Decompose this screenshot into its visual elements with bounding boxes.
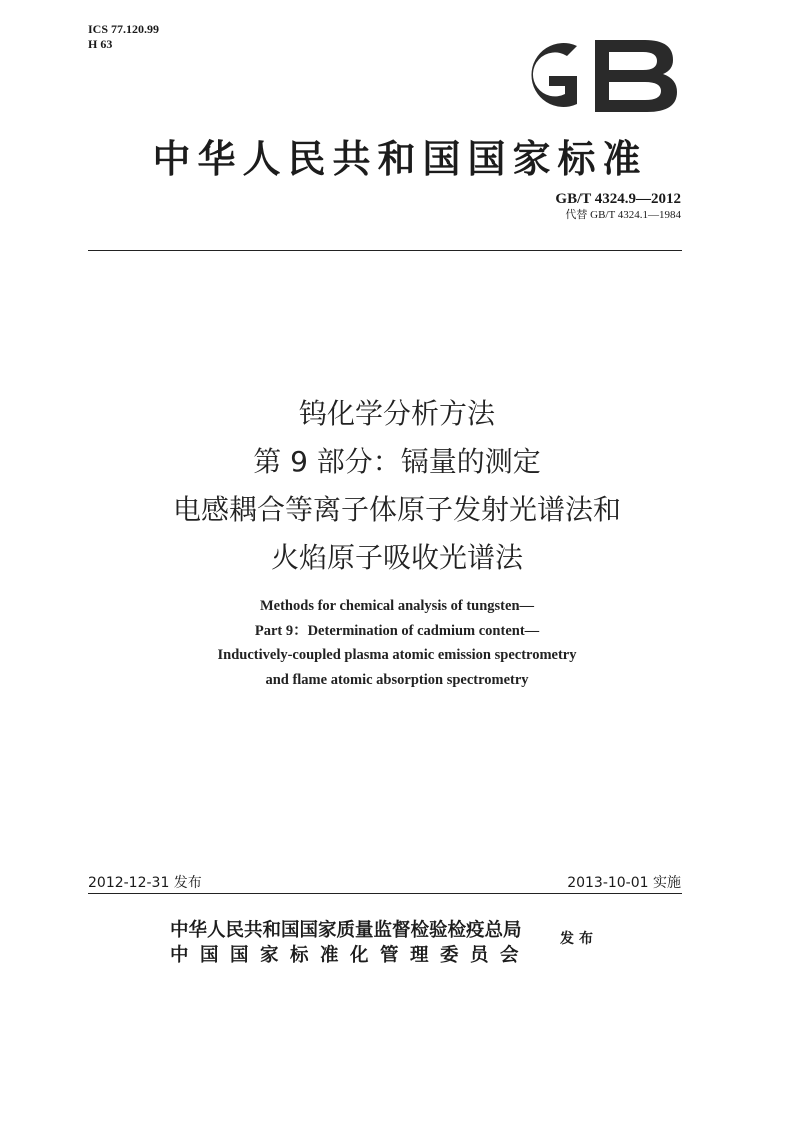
english-title-line: Part 9：Determination of cadmium content— [254, 622, 540, 639]
issuing-authorities [170, 918, 530, 968]
gb-logo-graphic [497, 32, 687, 118]
chinese-title-line: 第 9 部分：镉量的测定 [253, 445, 541, 478]
chinese-title-line: 火焰原子吸收光谱法 [270, 541, 523, 574]
english-title [0, 594, 794, 692]
ics-classification [88, 22, 159, 52]
issuer-aqsiq: 中华人民共和国国家质量监督检验检疫总局 [170, 920, 522, 941]
implementation-date: 2013-10-01 实施 [567, 875, 681, 891]
chinese-title [0, 390, 794, 582]
english-title-line: Methods for chemical analysis of tungsten— [259, 598, 535, 614]
gb-logo [497, 32, 687, 118]
standard-title: 中华人民共和国国家标准 [152, 136, 648, 181]
english-title-line: and flame atomic absorption spectrometry [265, 671, 529, 688]
issuer-sac: 中国国家标准化管理委员会 [170, 945, 531, 966]
chinese-title-line: 电感耦合等离子体原子发射光谱法和 [172, 493, 621, 526]
english-title-line: Inductively-coupled plasma atomic emission spectrometry [217, 647, 577, 663]
footer-divider [88, 893, 682, 894]
header-divider [88, 250, 682, 251]
ccs-code: H 63 [88, 37, 113, 51]
issue-date: 2012-12-31 发布 [88, 875, 202, 891]
standard-number: GB/T 4324.9—2012 [555, 191, 681, 207]
chinese-title-line: 钨化学分析方法 [298, 397, 495, 430]
standard-number-block [555, 190, 681, 222]
ics-code: ICS 77.120.99 [88, 22, 160, 36]
publish-label: 发布 [560, 931, 598, 947]
replaces-standard: 代替 GB/T 4324.1—1984 [565, 209, 681, 221]
